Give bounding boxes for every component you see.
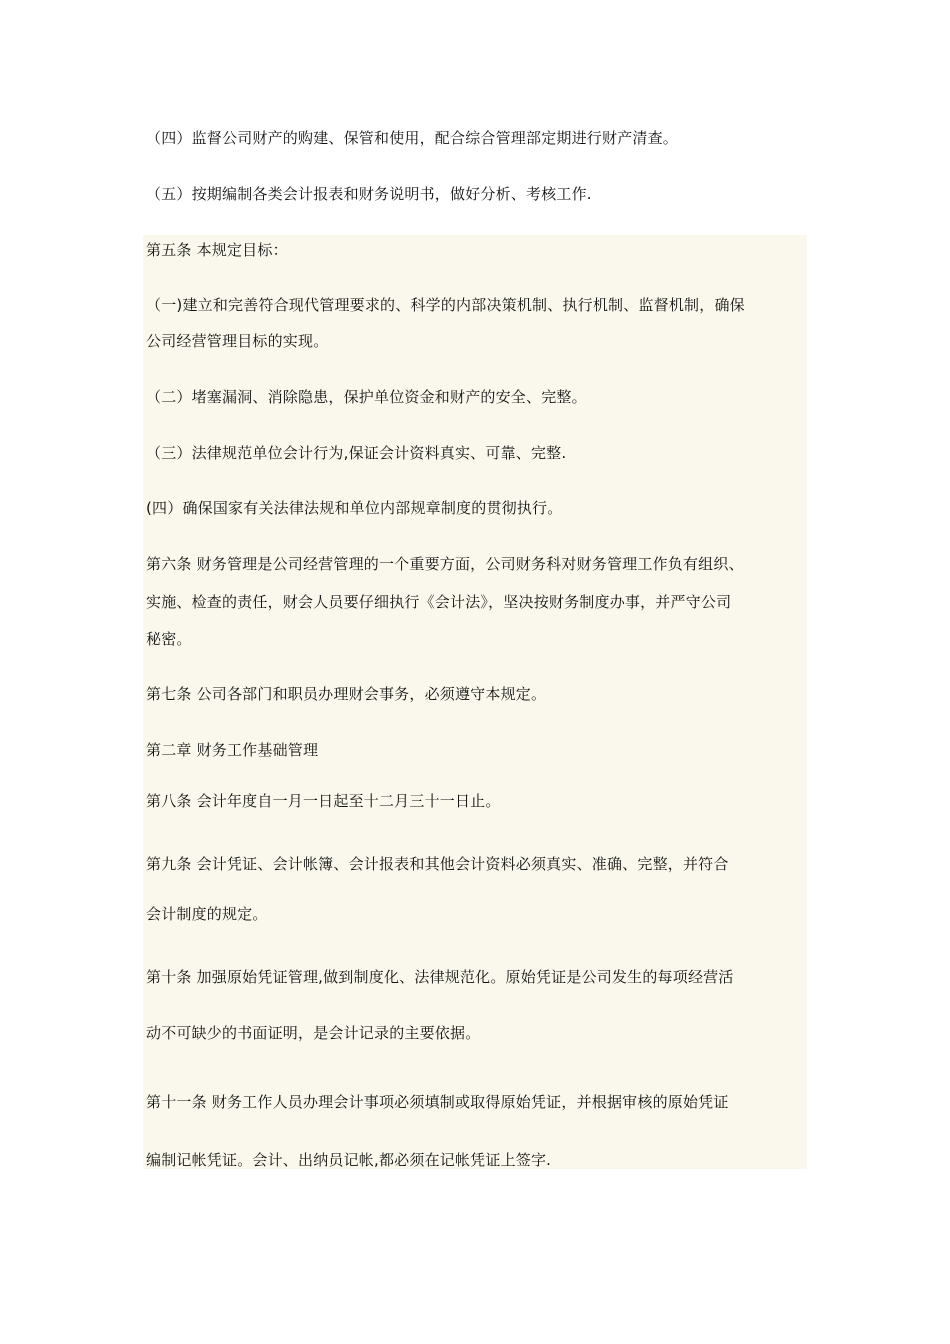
- article-11-line-1: 第十一条 财务工作人员办理会计事项必须填制或取得原始凭证，并根据审核的原始凭证: [146, 1093, 729, 1111]
- article-10-line-1: 第十条 加强原始凭证管理,做到制度化、法律规范化。原始凭证是公司发生的每项经营活: [146, 968, 734, 986]
- chapter-2-heading: 第二章 财务工作基础管理: [146, 741, 319, 759]
- article-11-line-2: 编制记帐凭证。会计、出纳员记帐,都必须在记帐凭证上签字.: [146, 1151, 552, 1169]
- article-6-line-3: 秘密。: [146, 630, 192, 648]
- article-5-heading: 第五条 本规定目标：: [146, 241, 288, 259]
- article-7: 第七条 公司各部门和职员办理财会事务，必须遵守本规定。: [146, 685, 547, 703]
- objective-4: (四）确保国家有关法律法规和单位内部规章制度的贯彻执行。: [146, 499, 563, 517]
- clause-4-supervise-assets: （四）监督公司财产的购建、保管和使用，配合综合管理部定期进行财产清查。: [146, 129, 679, 147]
- article-9-line-2: 会计制度的规定。: [146, 905, 268, 923]
- objective-3: （三）法律规范单位会计行为,保证会计资料真实、可靠、完整.: [146, 444, 567, 462]
- article-6-line-2: 实施、检查的责任，财会人员要仔细执行《会计法》，坚决按财务制度办事，并严守公司: [146, 593, 732, 611]
- objective-1-line-1: （一)建立和完善符合现代管理要求的、科学的内部决策机制、执行机制、监督机制，确保: [146, 296, 745, 314]
- clause-5-compile-reports: （五）按期编制各类会计报表和财务说明书，做好分析、考核工作.: [146, 185, 592, 203]
- article-8: 第八条 会计年度自一月一日起至十二月三十一日止。: [146, 792, 501, 810]
- article-6-line-1: 第六条 财务管理是公司经营管理的一个重要方面，公司财务科对财务管理工作负有组织、: [146, 555, 744, 573]
- article-10-line-2: 动不可缺少的书面证明，是会计记录的主要依据。: [146, 1024, 481, 1042]
- article-9-line-1: 第九条 会计凭证、会计帐簿、会计报表和其他会计资料必须真实、准确、完整，并符合: [146, 855, 729, 873]
- objective-1-line-2: 公司经营管理目标的实现。: [146, 332, 329, 350]
- objective-2: （二）堵塞漏洞、消除隐患，保护单位资金和财产的安全、完整。: [146, 388, 587, 406]
